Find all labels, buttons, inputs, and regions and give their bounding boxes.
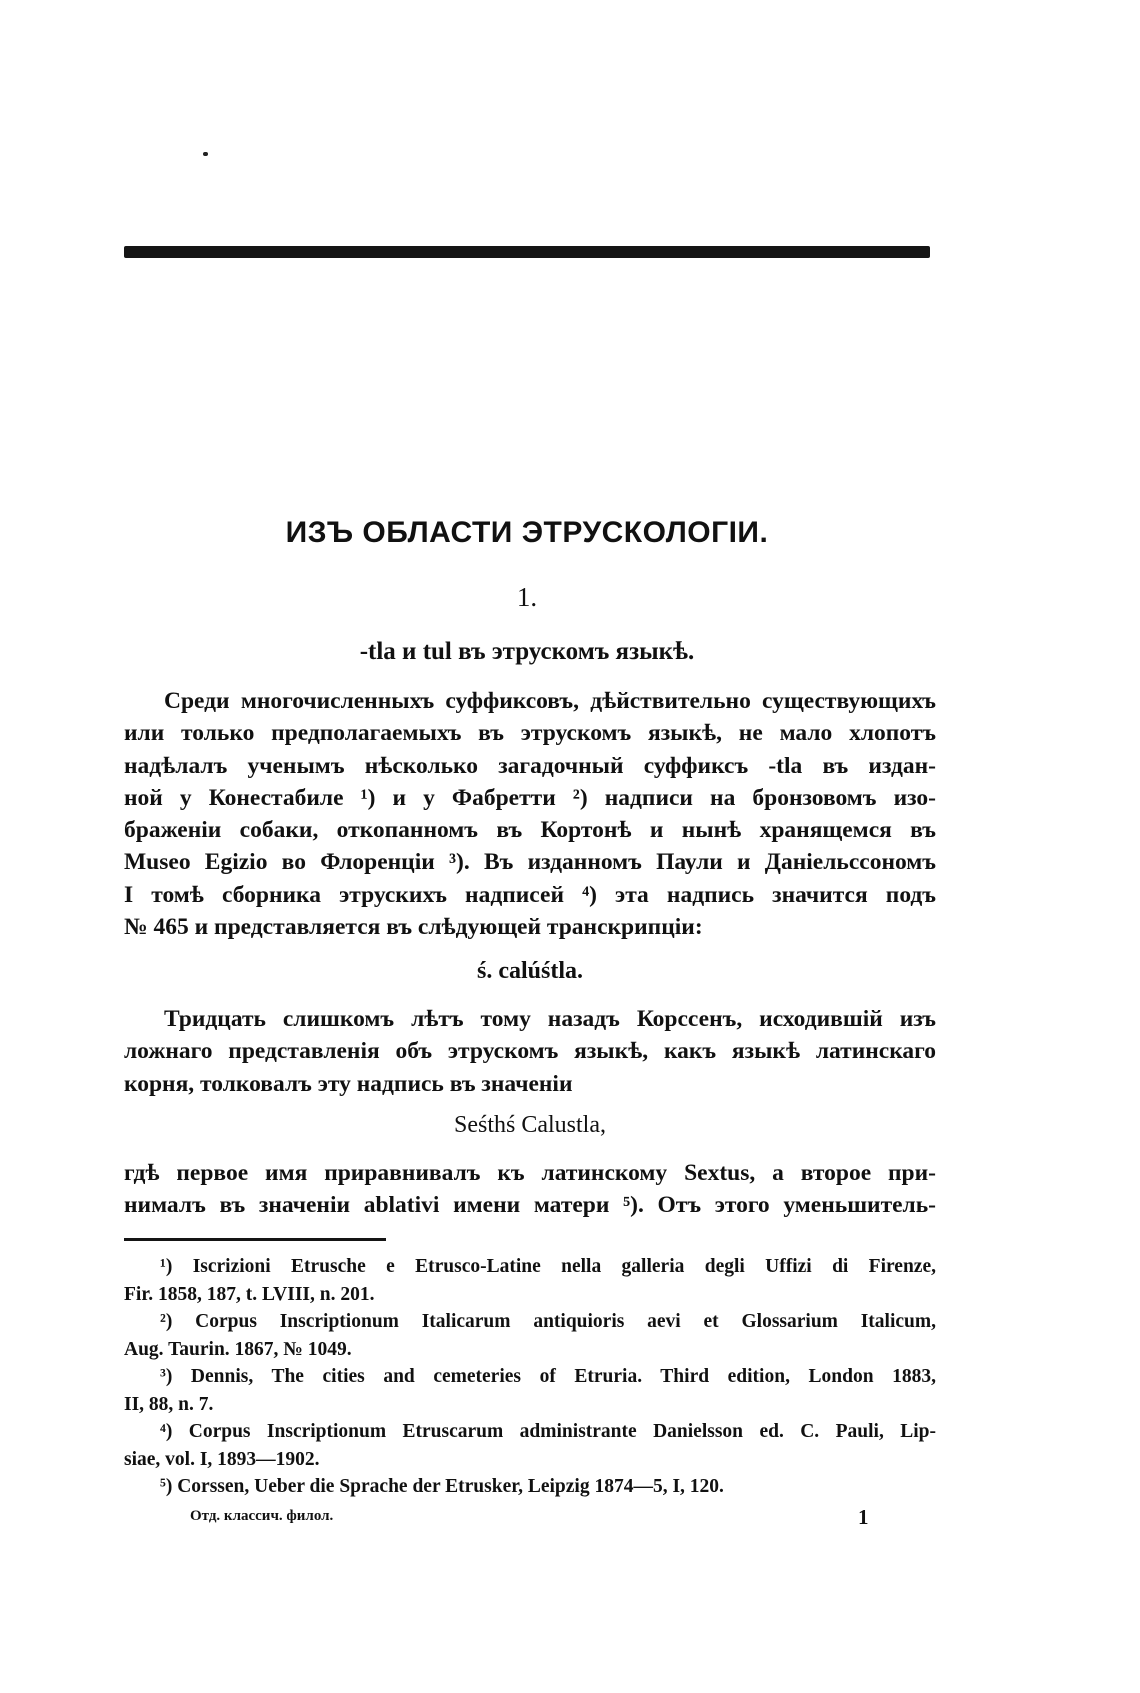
paragraph-line: нималъ въ значеніи ablativi имени матери ⁵). Отъ этого уменьшитель- <box>124 1192 936 1219</box>
paragraph-line: ной у Конестабиле ¹) и у Фабретти ²) надписи на бронзовомъ изо- <box>124 784 936 811</box>
paragraph-2 <box>124 1003 936 1100</box>
paragraph-line: Museo Egizio во Флоренціи ³). Въ изданномъ Паули и Даніельссономъ <box>124 849 936 876</box>
article-title: ИЗЪ ОБЛАСТИ ЭТРУСКОЛОГІИ. <box>285 516 769 549</box>
footnote-rule <box>124 1238 386 1241</box>
paragraph-line: браженіи собаки, откопанномъ въ Кортонѣ и нынѣ хранящемся въ <box>124 817 936 844</box>
paragraph-line: надѣлалъ ученымъ нѣсколько загадочный суффиксъ -tla въ издан- <box>124 752 936 779</box>
footnote-line: ⁴) Corpus Inscriptionum Etruscarum administrante Danielsson ed. C. Pauli, Lip- <box>160 1421 936 1442</box>
paragraph-3 <box>124 1157 936 1222</box>
inscription-transcription: ś. calúśtla. <box>476 958 583 984</box>
footnote-line: Fir. 1858, 187, t. LVIII, n. 201. <box>124 1283 375 1305</box>
top-rule <box>124 246 930 258</box>
inscription-interpretation: Seśthś Calustla, <box>453 1112 606 1138</box>
footnote-line: ⁵) Corssen, Ueber die Sprache der Etrusker, Leipzig 1874—5, I, 120. <box>160 1476 724 1497</box>
footnote-line: II, 88, n. 7. <box>124 1393 214 1415</box>
footnote-line: siae, vol. I, 1893—1902. <box>124 1448 320 1470</box>
section-subtitle: -tla и tul въ этрускомъ языкѣ. <box>359 638 695 665</box>
paragraph-line: корня, толковалъ эту надпись въ значеніи <box>124 1070 573 1097</box>
footnotes <box>124 1253 936 1501</box>
footnote-line: Aug. Taurin. 1867, № 1049. <box>124 1338 352 1360</box>
footer-section-label: Отд. классич. филол. <box>190 1508 334 1524</box>
paragraph-line: ложнаго представленія объ этрускомъ языкѣ, какъ языкѣ латинскаго <box>124 1038 936 1065</box>
paragraph-line: I томѣ сборника этрускихъ надписей ⁴) эта надпись значится подъ <box>124 881 936 908</box>
footnote-line: ¹) Iscrizioni Etrusche e Etrusco-Latine nella galleria degli Uffizi di Firenze, <box>160 1256 936 1277</box>
footnote-3 <box>124 1363 936 1418</box>
footnote-line: ³) Dennis, The cities and cemeteries of Etruria. Third edition, London 1883, <box>160 1366 936 1387</box>
paragraph-line: Тридцать слишкомъ лѣтъ тому назадъ Корссенъ, исходившій изъ <box>164 1006 936 1032</box>
paragraph-line: № 465 и представляется въ слѣдующей транскрипціи: <box>124 914 703 941</box>
paragraph-line: гдѣ первое имя приравнивалъ къ латинскому Sextus, а второе при- <box>124 1160 936 1186</box>
paragraph-line: или только предполагаемыхъ въ этрускомъ языкѣ, не мало хлопотъ <box>124 720 936 747</box>
footnote-5 <box>124 1473 936 1501</box>
ink-speck <box>203 152 208 156</box>
paragraph-line: Среди многочисленныхъ суффиксовъ, дѣйствительно существующихъ <box>164 688 936 714</box>
paragraph-1 <box>124 685 936 943</box>
footnote-1 <box>124 1253 936 1308</box>
footnote-line: ²) Corpus Inscriptionum Italicarum antiquioris aevi et Glossarium Italicum, <box>160 1311 936 1332</box>
page-number: 1 <box>858 1505 869 1529</box>
section-number: 1. <box>516 582 538 612</box>
footnote-2 <box>124 1308 936 1363</box>
footnote-4 <box>124 1418 936 1473</box>
